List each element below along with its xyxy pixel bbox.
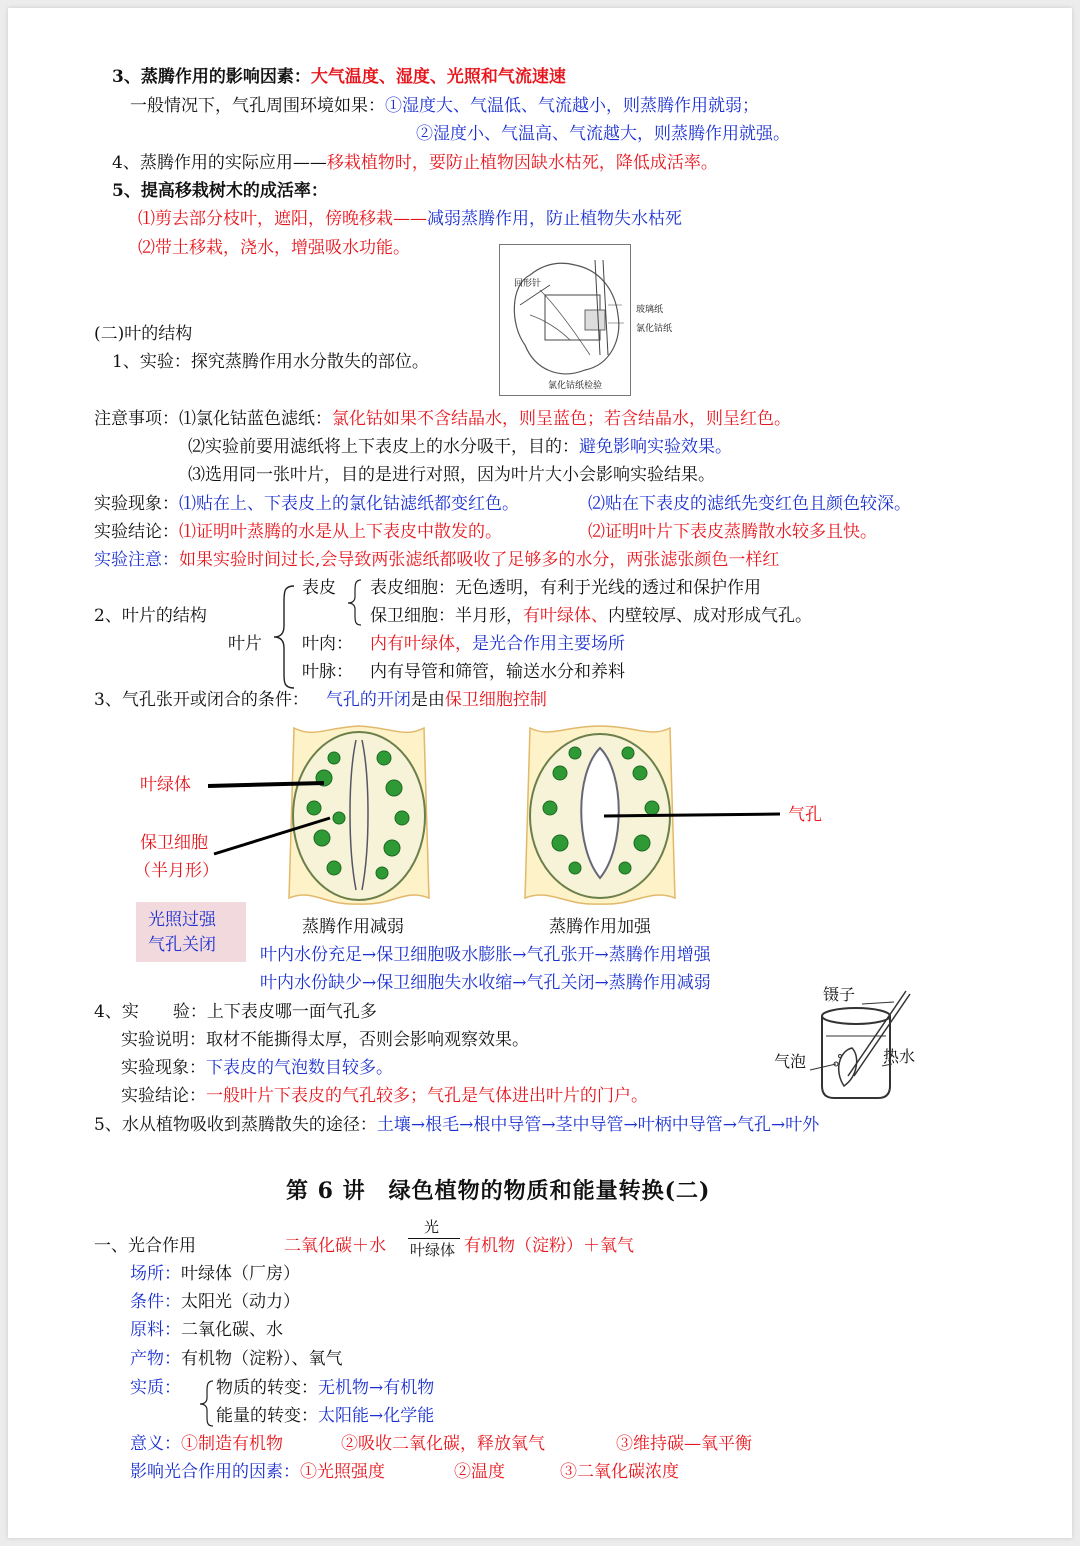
caption-strengthened: 蒸腾作用加强 <box>549 917 651 937</box>
experiment-4-phenomenon: 实验现象：下表皮的气泡数目较多。 <box>121 1058 393 1078</box>
factors-photosynthesis-line: 影响光合作用的因素：①光照强度 <box>130 1462 385 1482</box>
glass-paper-label: 玻璃纸 <box>636 305 664 315</box>
env-conditions-line2: ②湿度小、气温高、气流越大，则蒸腾作用就强。 <box>416 124 790 144</box>
closed-stoma-illustration <box>284 718 434 908</box>
stoma-condition-line: 3、气孔张开或闭合的条件： 气孔的开闭是由保卫细胞控制 <box>94 690 547 710</box>
significance-2: ②吸收二氧化碳，释放氧气 <box>341 1434 545 1454</box>
experiment-4-note: 实验说明：取材不能撕得太厚，否则会影响观察效果。 <box>121 1030 529 1050</box>
notes-line-3: ⑶选用同一张叶片，目的是进行对照，因为叶片大小会影响实验结果。 <box>188 465 715 485</box>
epidermis-brace <box>345 577 365 627</box>
structure-title: 2、叶片的结构 <box>94 606 207 626</box>
phenomenon-line: 实验现象：⑴贴在上、下表皮上的氯化钴滤纸都变红色。 <box>94 494 519 514</box>
bubble-label: 气泡 <box>774 1052 807 1071</box>
cobalt-paper-label: 氯化钴纸 <box>636 324 673 334</box>
notes-line-1: 注意事项：⑴氯化钴蓝色滤纸：氯化钴如果不含结晶水，则呈蓝色；若含结晶水，则呈红色。 <box>94 409 791 429</box>
leaf-test-illustration <box>500 245 630 395</box>
mesophyll-line: 叶肉： 内有叶绿体，是光合作用主要场所 <box>302 634 625 654</box>
document-page <box>8 8 1072 1538</box>
structure-leaf: 叶片 <box>228 634 262 654</box>
essence-matter-line: 物质的转变：无机物→有机物 <box>216 1378 435 1398</box>
conclusion-line: 实验结论：⑴证明叶蒸腾的水是从上下表皮中散发的。 <box>94 522 502 542</box>
structure-epidermis: 表皮 <box>302 578 336 598</box>
guard-cell-line: 保卫细胞：半月形，有叶绿体、内壁较厚、成对形成气孔。 <box>370 606 812 626</box>
note-line-2: 气孔关闭 <box>148 935 216 955</box>
figure-caption: 氯化钴纸检验 <box>548 381 603 391</box>
condition-line: 条件：太阳光（动力） <box>130 1292 300 1312</box>
hot-water-label: 热水 <box>883 1047 916 1066</box>
phenomenon-b: ⑵贴在下表皮的滤纸先变红色且颜色较深。 <box>588 494 911 514</box>
pin-label: 回形针 <box>514 279 542 289</box>
factors-line: 3、蒸腾作用的影响因素：大气温度、湿度、光照和气流速速 <box>112 67 566 87</box>
essence-brace <box>198 1378 216 1428</box>
equation-left: 二氧化碳＋水 <box>284 1236 386 1256</box>
equation-condition-chloroplast: 叶绿体 <box>410 1241 456 1259</box>
epidermis-cell-line: 表皮细胞：无色透明，有利于光线的透过和保护作用 <box>370 578 761 598</box>
notes-line-2: ⑵实验前要用滤纸将上下表皮上的水分吸干，目的：避免影响实验效果。 <box>188 437 732 457</box>
experiment-4-title: 4、实 验：上下表皮哪一面气孔多 <box>94 1002 377 1022</box>
tweezers-label: 镊子 <box>823 985 856 1004</box>
product-line: 产物：有机物（淀粉）、氧气 <box>130 1349 343 1369</box>
survival-heading: 5、提高移栽树木的成活率： <box>112 181 328 201</box>
significance-line: 意义：①制造有机物 <box>130 1434 283 1454</box>
photosynthesis-heading: 一、光合作用 <box>94 1236 196 1256</box>
equation-right: 有机物（淀粉）＋氧气 <box>464 1236 634 1256</box>
significance-3: ③维持碳—氧平衡 <box>616 1434 752 1454</box>
stoma-label: 气孔 <box>788 805 822 825</box>
guard-cell-label: 保卫细胞 <box>140 833 208 853</box>
equation-condition-light: 光 <box>424 1218 440 1236</box>
strong-light-note <box>136 902 246 962</box>
caption-weakened: 蒸腾作用减弱 <box>302 917 404 937</box>
guard-cell-shape-label: （半月形） <box>134 861 219 881</box>
caution-line: 实验注意：如果实验时间过长,会导致两张滤纸都吸收了足够多的水分，两张滤张颜色一样红 <box>94 550 780 570</box>
conclusion-b: ⑵证明叶片下表皮蒸腾散水较多且快。 <box>588 522 877 542</box>
note-line-1: 光照过强 <box>148 910 216 930</box>
leaf-structure-heading: (二)叶的结构 <box>94 324 193 344</box>
factor-temperature: ②温度 <box>454 1462 505 1482</box>
application-line: 4、蒸腾作用的实际应用——移栽植物时，要防止植物因缺水枯死，降低成活率。 <box>112 153 718 173</box>
flow-insufficient-water: 叶内水份缺少→保卫细胞失水收缩→气孔关闭→蒸腾作用减弱 <box>260 973 711 993</box>
factor-co2: ③二氧化碳浓度 <box>560 1462 679 1482</box>
chloroplast-label: 叶绿体 <box>140 775 191 795</box>
essence-energy-line: 能量的转变：太阳能→化学能 <box>216 1406 435 1426</box>
experiment-1-line: 1、实验：探究蒸腾作用水分散失的部位。 <box>112 352 429 372</box>
env-conditions-label: 一般情况下，气孔周围环境如果：①湿度大、气温低、气流越小，则蒸腾作用就弱； <box>130 96 759 116</box>
essence-label: 实质： <box>130 1378 181 1398</box>
cobalt-experiment-figure <box>499 244 673 396</box>
flow-sufficient-water: 叶内水份充足→保卫细胞吸水膨胀→气孔张开→蒸腾作用增强 <box>260 945 711 965</box>
survival-item-1: ⑴剪去部分枝叶，遮阳，傍晚移栽——减弱蒸腾作用，防止植物失水枯死 <box>138 209 682 229</box>
survival-item-2: ⑵带土移栽，浇水，增强吸水功能。 <box>138 238 410 258</box>
experiment-4-conclusion: 实验结论：一般叶片下表皮的气孔较多；气孔是气体进出叶片的门户。 <box>121 1086 648 1106</box>
lecture-title: 第 6 讲 绿色植物的物质和能量转换(二) <box>286 1178 711 1204</box>
vein-line: 叶脉： 内有导管和筛管，输送水分和养料 <box>302 662 625 682</box>
leaf-brace <box>270 582 300 692</box>
open-stoma-illustration <box>520 718 680 908</box>
water-path-line: 5、水从植物吸收到蒸腾散失的途径：土壤→根毛→根中导管→茎中导管→叶柄中导管→气孔→叶外 <box>94 1115 820 1135</box>
place-line: 场所：叶绿体（厂房） <box>130 1264 300 1284</box>
raw-material-line: 原料：二氧化碳、水 <box>130 1320 283 1340</box>
